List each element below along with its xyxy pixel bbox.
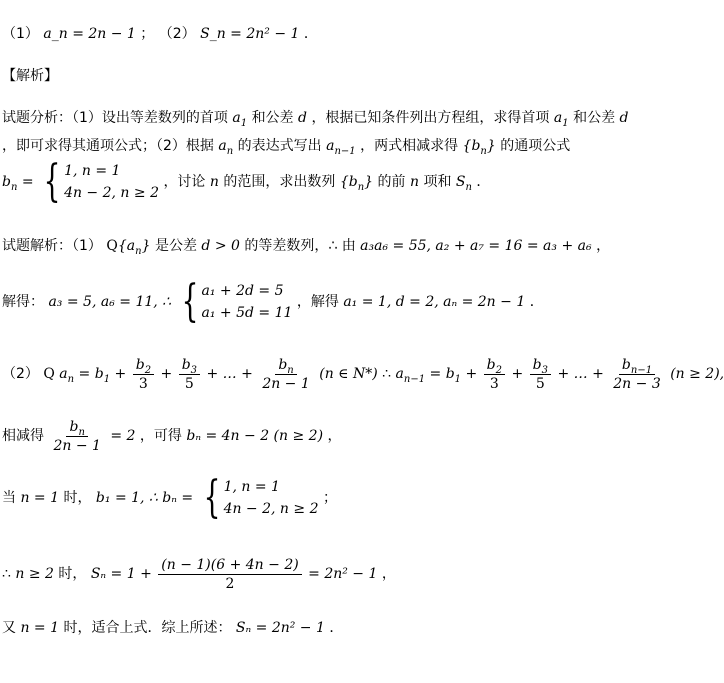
analysis-text: ． (476, 174, 491, 190)
math-bn-eq: $b_n$ = (2, 174, 34, 193)
analysis-text: 的范围，求出数列 (223, 174, 336, 190)
answer-part1-label: （1） (2, 26, 39, 42)
answer-end: ． (303, 26, 318, 42)
solution-text: 时， (58, 566, 87, 582)
equation-system: { a₁ + 2d = 5 a₁ + 5d = 11 (181, 276, 293, 327)
solution-line-7 (2, 618, 343, 638)
math-bn-set: $\{b_n\}$ (462, 138, 496, 157)
piecewise-bn: { 1, n = 1 4n − 2, n ≥ 2 (43, 156, 159, 207)
math-a1: $a_1$ (232, 110, 248, 129)
condition-n-natural: (n ∈ N*) (319, 366, 378, 382)
math-sn: $S_n$ (455, 174, 472, 193)
solution-text: （1） (72, 238, 102, 254)
solution-text: 时， (63, 490, 92, 506)
math-bn-result: bₙ = 4n − 2 (n ≥ 2) (186, 428, 324, 444)
solution-text: ，可得 (139, 428, 182, 444)
math-sn-rhs: = 2n² − 1 (308, 566, 378, 582)
math-an-expansion: Q $a_n = b_1$ + $\frac{b_2}{3}$ + $\frac{b_3}{5}$ + … + $\frac{b_n}{2n - 1}$ (n ∈ N*) ∴ $a_{n-1} = b_1$ + $\frac{b_2}{3}$ + $\frac{b_3}{5}$ + … + $\frac{b_{n-1}}{2n - 3}$ (n ≥ 2), (43, 356, 724, 392)
solution-text: （2） (2, 366, 39, 382)
analysis-line-2 (2, 136, 570, 156)
solution-text: ，解得 (296, 294, 339, 310)
analysis-text: ，两式相减求得 (360, 138, 459, 154)
analysis-header: 【解析】 (2, 68, 58, 84)
solution-line-1 (2, 236, 610, 256)
sum-numerator: (n − 1)(6 + 4n − 2) (158, 556, 301, 575)
math-an: $a_n$ (218, 138, 234, 157)
math-sum-fraction (158, 556, 301, 593)
solution-text: 解得： (2, 294, 44, 310)
answer-part2-label: （2） (158, 26, 196, 42)
math-n-ge-2: n ≥ 2 (15, 566, 54, 582)
math-system-given: a₃a₆ = 55, a₂ + a₇ = 16 = a₃ + a₆ (360, 238, 592, 254)
solution-prefix: 试题解析： (2, 238, 72, 254)
analysis-text: 和公差 (251, 110, 294, 126)
math-n: n (209, 174, 219, 190)
equation-bottom: a₁ + 5d = 11 (201, 305, 293, 321)
solution-line-6 (2, 552, 396, 596)
answer-part1-expr: a_n = 2n − 1 (43, 26, 136, 42)
solution-line-3 (2, 352, 724, 396)
solution-text: ， (327, 428, 342, 444)
piecewise-bn-final: { 1, n = 1 4n − 2, n ≥ 2 (203, 472, 319, 523)
therefore-symbol: ∴ (2, 566, 11, 582)
analysis-text: 和公差 (573, 110, 616, 126)
math-d-positive: d > 0 (201, 238, 240, 254)
analysis-line-3 (2, 156, 491, 207)
math-result-1: a₁ = 1, d = 2, aₙ = 2n − 1 (343, 294, 526, 310)
math-n: n (409, 174, 420, 190)
case-2: 4n − 2, n ≥ 2 (223, 501, 319, 517)
solution-text: 当 (2, 490, 16, 506)
analysis-line-1 (2, 108, 629, 128)
quotient-value: = 2 (110, 428, 136, 444)
analysis-text: 的表达式写出 (237, 138, 322, 154)
analysis-text: ，即可求得其通项公式；（2）根据 (2, 138, 214, 154)
case-1: 1, n = 1 (223, 479, 280, 495)
solution-line-5 (2, 474, 337, 522)
analysis-text: 项和 (423, 174, 452, 190)
answer-line (2, 24, 318, 44)
solution-text: 时，适合上式．综上所述： (63, 620, 232, 636)
condition-n-ge-2: (n ≥ 2), (670, 366, 724, 382)
solution-text: ． (529, 294, 544, 310)
solution-line-2 (2, 278, 544, 326)
math-b1: b₁ = 1, ∴ bₙ = (95, 490, 194, 506)
solution-line-4 (2, 414, 342, 458)
solution-text: ， (381, 566, 396, 582)
math-d: d (298, 110, 307, 126)
solution-text: 的等差数列，∴ 由 (244, 238, 356, 254)
math-an-minus-1: $a_{n-1}$ (326, 138, 356, 157)
analysis-text: （1）设出等差数列的首项 (72, 110, 228, 126)
math-n-eq-1: n = 1 (20, 620, 60, 636)
solution-text: ； (322, 490, 337, 506)
math-n-eq-1: n = 1 (20, 490, 60, 506)
analysis-text: 的前 (377, 174, 406, 190)
solution-text: 相减得 (2, 428, 44, 444)
answer-separator: ； (140, 26, 155, 42)
sum-denominator: 2 (225, 575, 235, 592)
analysis-text: ，根据已知条件列出方程组，求得首项 (311, 110, 550, 126)
analysis-text: ，讨论 (163, 174, 206, 190)
math-final-sn: Sₙ = 2n² − 1 (235, 620, 325, 636)
answer-part2-expr: S_n = 2n² − 1 (200, 26, 300, 42)
math-quotient: $\frac{b_n}{2n - 1}$ = 2 (53, 418, 136, 454)
math-bn-set: $\{b_n\}$ (339, 174, 374, 193)
math-sn-lhs: Sₙ = 1 + (90, 566, 152, 582)
math-a3-a6: a₃ = 5, a₆ = 11, ∴ (48, 294, 172, 310)
equation-top: a₁ + 2d = 5 (201, 283, 284, 299)
math-a1: $a_1$ (553, 110, 569, 129)
math-d: d (619, 110, 629, 126)
solution-text: ． (329, 620, 344, 636)
analysis-prefix: 试题分析： (2, 110, 72, 126)
solution-text: ， (596, 238, 611, 254)
solution-text: 又 (2, 620, 16, 636)
math-because-an: $Q\{a_n\}$ (106, 238, 151, 257)
analysis-text: 的通项公式 (500, 138, 571, 154)
solution-text: 是公差 (154, 238, 197, 254)
